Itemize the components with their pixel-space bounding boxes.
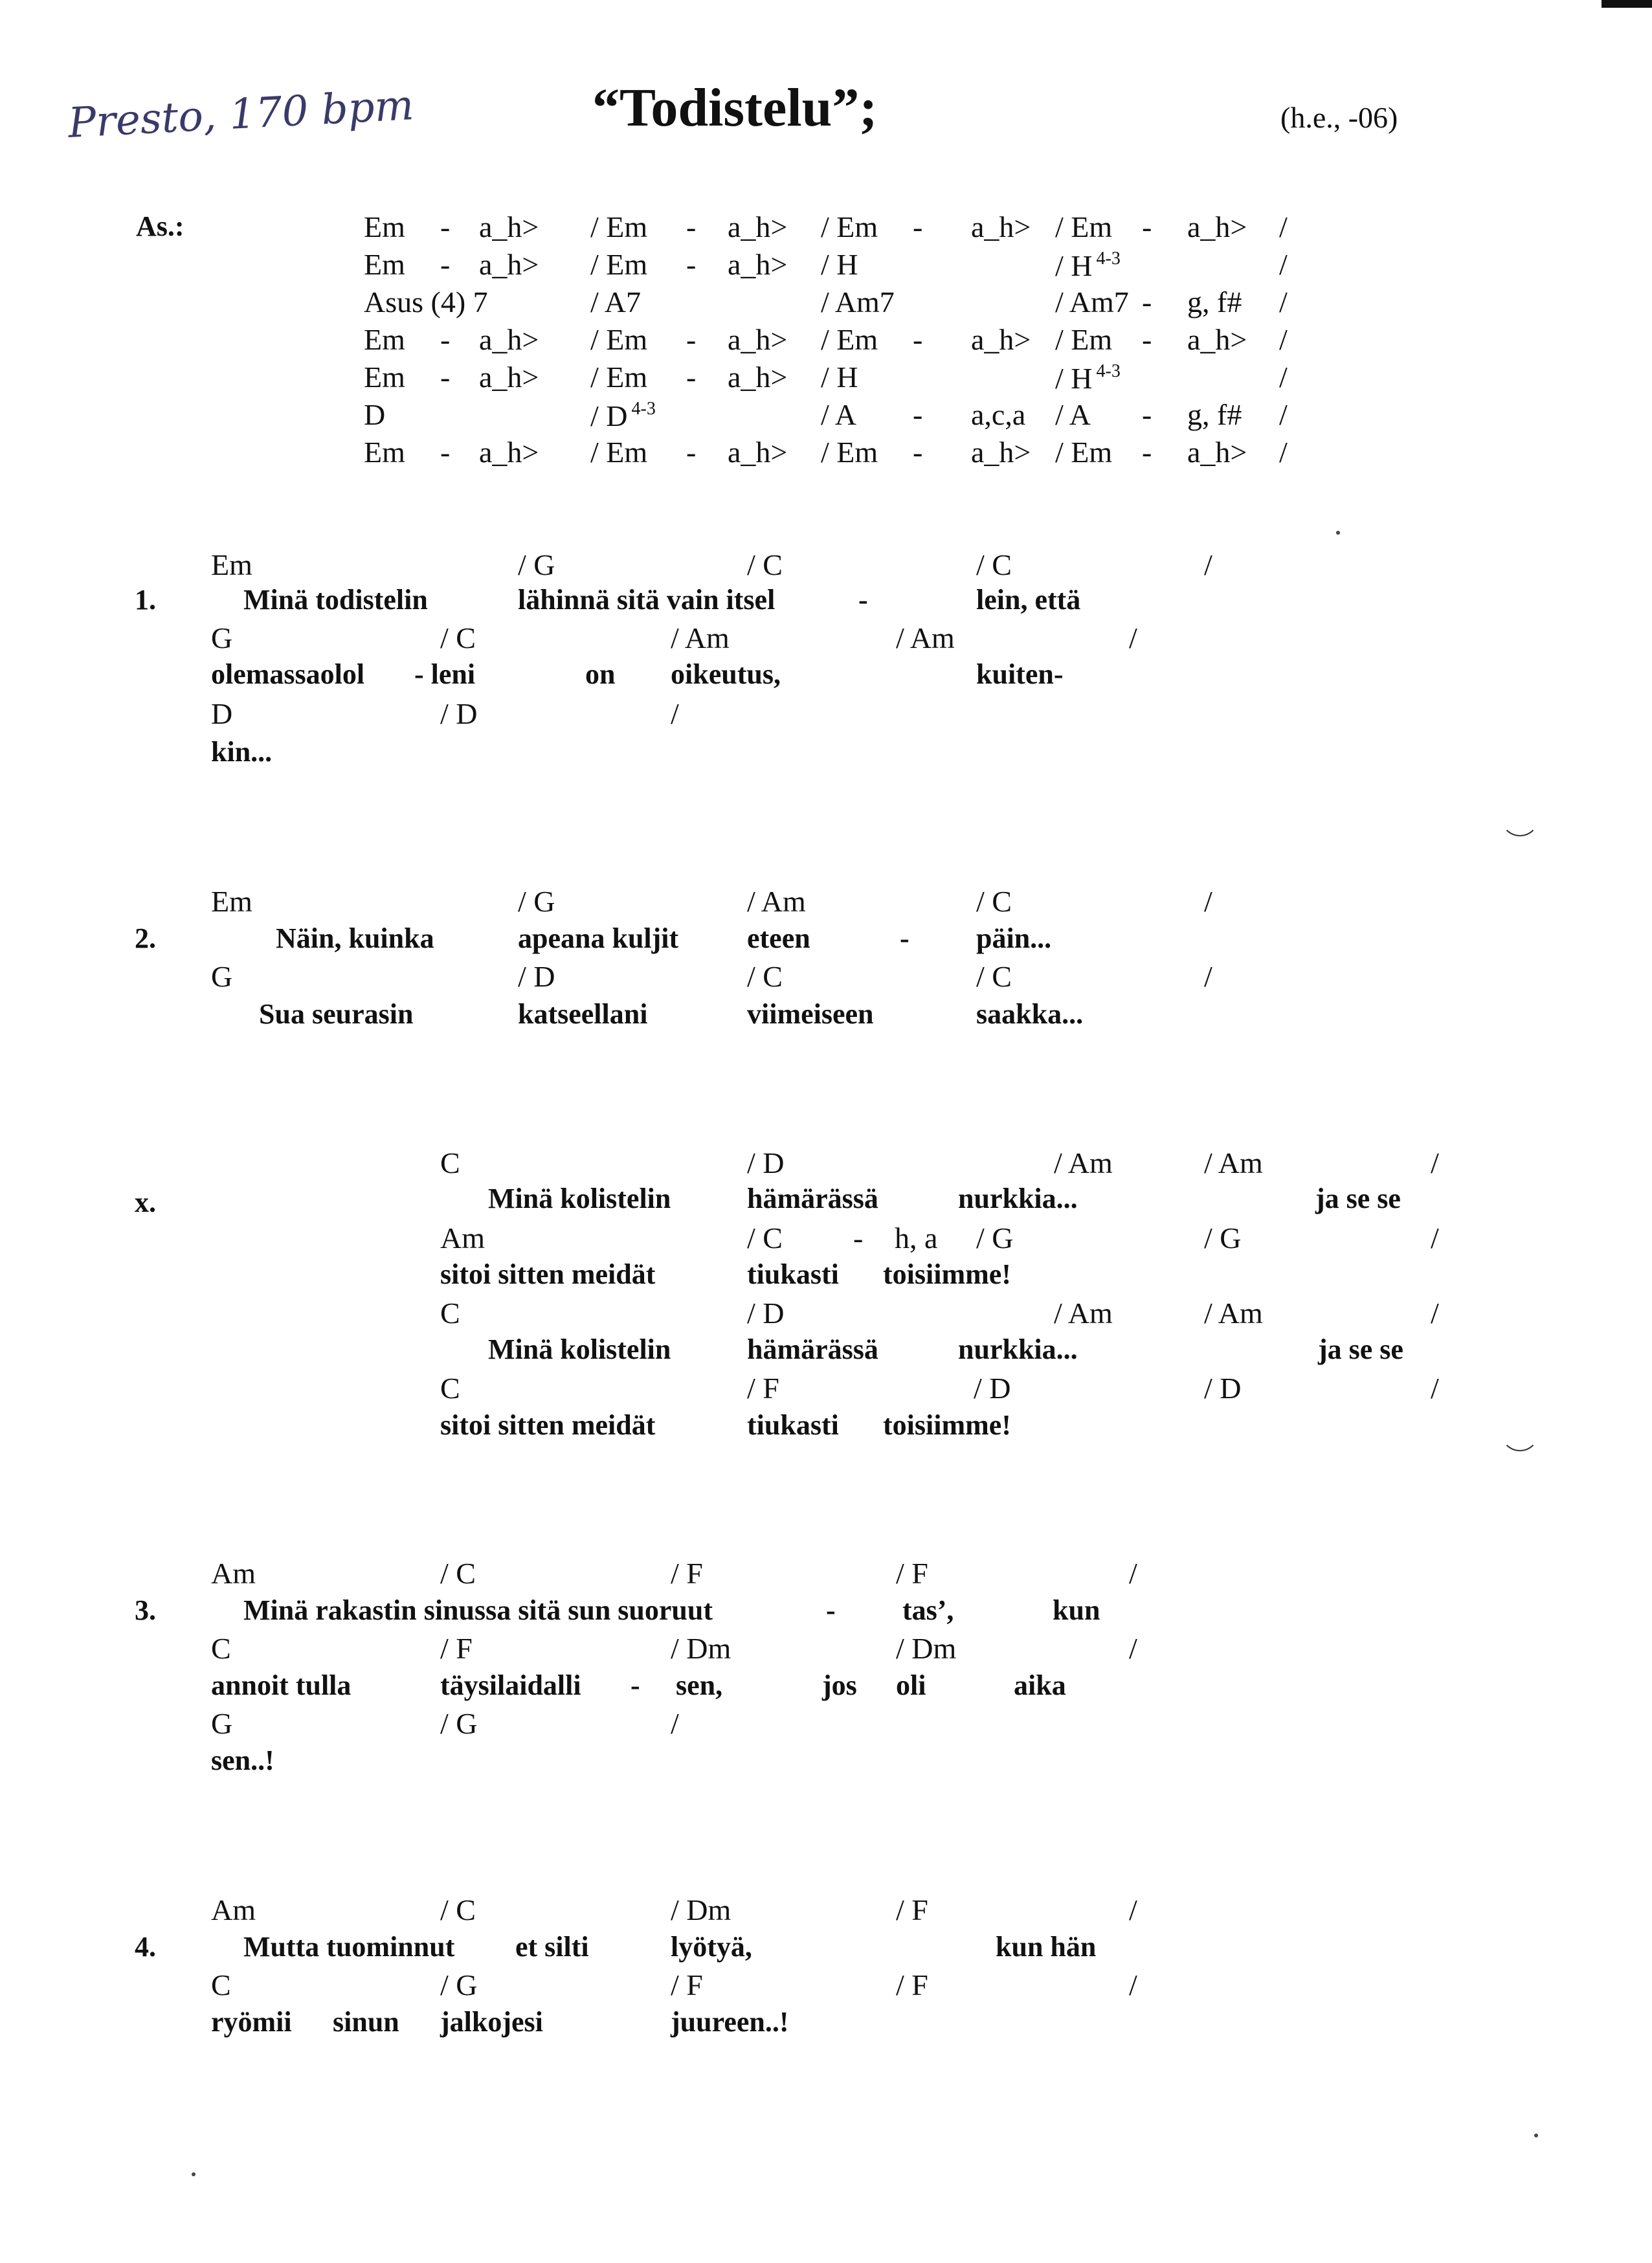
verse3-lyric: sen..! [211, 1745, 274, 1776]
verse1-lyric: kuiten- [976, 658, 1064, 690]
verse3-lyric: - [826, 1594, 836, 1626]
verse4-chord: / C [440, 1893, 476, 1926]
intro-chord: / Am7 [1055, 285, 1129, 318]
intro-chord: / A [1055, 398, 1091, 431]
verse3-chord: G [211, 1707, 233, 1740]
intro-chord: a_h> [479, 323, 539, 356]
chorus-chord: / Am [1204, 1146, 1263, 1179]
verse1-lyric: oikeutus, [671, 658, 781, 690]
page-edge-mark [1602, 0, 1652, 8]
intro-chord: / [1279, 210, 1288, 243]
intro-chord: a_h> [479, 436, 539, 469]
intro-chord: / Em [821, 323, 878, 356]
intro-chord: a_h> [1187, 436, 1247, 469]
chorus-lyric: nurkkia... [958, 1183, 1078, 1214]
intro-chord: a_h> [1187, 210, 1247, 243]
intro-chord: - [440, 361, 451, 394]
verse4-chord: / G [440, 1968, 478, 2001]
intro-chord: a_h> [728, 210, 788, 243]
verse4-chord: C [211, 1968, 231, 2001]
chorus-chord: Am [440, 1221, 485, 1254]
verse1-chord: Em [211, 548, 252, 581]
chorus-lyric: sitoi sitten meidät [440, 1409, 656, 1441]
verse3-lyric: jos [822, 1669, 857, 1701]
verse3-chord: / [1129, 1632, 1137, 1665]
intro-chord: / Em [590, 361, 648, 394]
intro-chord: Em [364, 323, 405, 356]
verse3-lyric: annoit tulla [211, 1669, 352, 1701]
intro-chord: - [1142, 436, 1152, 469]
verse2-chord: / Am [747, 885, 806, 918]
intro-chord: / A7 [590, 285, 641, 318]
intro-chord: - [440, 323, 451, 356]
verse2-lyric: viimeiseen [747, 998, 874, 1030]
verse3-chord: / G [440, 1707, 478, 1740]
verse3-chord: / Dm [896, 1632, 957, 1665]
verse1-chord: / Am [896, 621, 955, 654]
verse3-chord: / Dm [671, 1632, 731, 1665]
intro-chord: Asus (4) 7 [364, 285, 488, 318]
intro-chord: Em [364, 361, 405, 394]
intro-chord: / [1279, 361, 1288, 394]
verse1-number: 1. [135, 584, 156, 616]
verse4-lyric: kun hän [996, 1931, 1097, 1963]
intro-chord: / D $^{4-3}$ [590, 399, 656, 432]
verse3-lyric: - [631, 1669, 640, 1701]
chorus-chord: C [440, 1146, 460, 1179]
verse1-chord: / Am [671, 621, 730, 654]
intro-chord: / Em [1055, 210, 1113, 243]
chorus-chord: / [1431, 1372, 1439, 1405]
verse3-lyric: Minä rakastin sinussa sitä sun suoruut [243, 1594, 713, 1626]
verse2-lyric: apeana kuljit [518, 922, 679, 954]
verse4-chord: / [1129, 1968, 1137, 2001]
intro-chord: / H [821, 361, 858, 394]
chorus-number: x. [135, 1187, 156, 1218]
punch-hole-mark [1501, 1431, 1539, 1451]
intro-chord: / H [821, 248, 858, 281]
verse2-chord: G [211, 960, 233, 993]
verse2-lyric: Sua seurasin [259, 998, 414, 1030]
chorus-lyric: ja se se [1315, 1183, 1401, 1214]
chorus-chord: C [440, 1372, 460, 1405]
verse2-chord: / C [747, 960, 783, 993]
verse3-chord: / F [896, 1557, 928, 1590]
verse4-lyric: lyötyä, [671, 1931, 752, 1963]
verse3-chord: / [671, 1707, 679, 1740]
verse1-lyric: olemassaolol [211, 658, 365, 690]
intro-chord: a_h> [479, 248, 539, 281]
intro-chord: - [686, 248, 697, 281]
verse3-lyric: oli [896, 1669, 926, 1701]
intro-chord: g, f# [1187, 285, 1242, 318]
intro-chord: g, f# [1187, 398, 1242, 431]
chorus-lyric: sitoi sitten meidät [440, 1258, 656, 1290]
verse2-lyric: päin... [976, 922, 1052, 954]
verse4-chord: Am [211, 1893, 256, 1926]
chorus-lyric: hämärässä [747, 1333, 878, 1365]
verse3-chord: / [1129, 1557, 1137, 1590]
intro-chord: a_h> [971, 210, 1031, 243]
intro-chord: - [440, 210, 451, 243]
chorus-chord: h, a [895, 1221, 938, 1254]
chorus-chord: / Am [1054, 1297, 1113, 1330]
verse1-lyric: - [858, 584, 868, 616]
intro-chord: - [686, 210, 697, 243]
chorus-chord: / F [747, 1372, 779, 1405]
verse4-number: 4. [135, 1931, 156, 1963]
speck [1534, 2134, 1538, 2137]
chorus-chord: C [440, 1297, 460, 1330]
verse1-lyric: - leni [414, 658, 476, 690]
intro-chord: / H $^{4-3}$ [1055, 249, 1121, 282]
verse3-chord: / F [671, 1557, 703, 1590]
chorus-lyric: nurkkia... [958, 1333, 1078, 1365]
verse3-number: 3. [135, 1594, 156, 1626]
intro-chord: a_h> [1187, 323, 1247, 356]
chorus-chord: / [1431, 1221, 1439, 1254]
intro-chord: / Em [590, 323, 648, 356]
verse4-chord: / F [671, 1968, 703, 2001]
verse1-chord: D [211, 697, 233, 730]
intro-chord: a_h> [728, 248, 788, 281]
verse4-lyric: jalkojesi [440, 2006, 543, 2038]
verse2-lyric: saakka... [976, 998, 1084, 1030]
intro-chord: / A [821, 398, 856, 431]
chorus-lyric: Minä kolistelin [488, 1183, 671, 1214]
verse1-lyric: Minä todistelin [243, 584, 428, 616]
chorus-chord: - [853, 1221, 864, 1254]
verse1-chord: / C [976, 548, 1012, 581]
intro-chord: - [1142, 210, 1152, 243]
intro-chord: / Em [821, 436, 878, 469]
verse3-lyric: aika [1014, 1669, 1066, 1701]
verse1-lyric: lein, että [976, 584, 1081, 616]
intro-chord: - [686, 436, 697, 469]
intro-chord: a_h> [479, 210, 539, 243]
verse2-chord: / [1204, 960, 1212, 993]
verse1-chord: / [1204, 548, 1212, 581]
chorus-chord: / [1431, 1146, 1439, 1179]
speck [1336, 531, 1340, 535]
verse2-chord: / C [976, 885, 1012, 918]
chorus-chord: / Am [1204, 1297, 1263, 1330]
verse3-chord: / F [440, 1632, 473, 1665]
verse2-chord: Em [211, 885, 252, 918]
verse2-lyric: - [900, 922, 910, 954]
intro-chord: Em [364, 248, 405, 281]
chorus-lyric: Minä kolistelin [488, 1333, 671, 1365]
intro-chord: a_h> [728, 361, 788, 394]
intro-chord: - [913, 323, 923, 356]
verse2-chord: / G [518, 885, 555, 918]
verse1-chord: / C [747, 548, 783, 581]
verse1-chord: / G [518, 548, 555, 581]
intro-chord: a_h> [971, 323, 1031, 356]
verse2-chord: / [1204, 885, 1212, 918]
chorus-chord: / [1431, 1297, 1439, 1330]
verse4-chord: / [1129, 1893, 1137, 1926]
verse3-chord: Am [211, 1557, 256, 1590]
intro-chord: - [686, 323, 697, 356]
intro-chord: / Em [590, 210, 648, 243]
verse1-chord: / D [440, 697, 478, 730]
verse2-lyric: Näin, kuinka [276, 922, 434, 954]
verse3-chord: C [211, 1632, 231, 1665]
chorus-lyric: tiukasti [747, 1258, 839, 1290]
chorus-lyric: ja se se [1318, 1333, 1403, 1365]
intro-chord: a_h> [971, 436, 1031, 469]
verse2-chord: / D [518, 960, 555, 993]
intro-chord: a_h> [728, 323, 788, 356]
intro-chord: - [1142, 285, 1152, 318]
song-title: “Todistelu”; [592, 78, 878, 138]
intro-chord: / Am7 [821, 285, 895, 318]
intro-chord: - [1142, 323, 1152, 356]
intro-chord: / Em [590, 248, 648, 281]
intro-chord: - [1142, 398, 1152, 431]
verse1-lyric: on [585, 658, 616, 690]
intro-chord: a,c,a [971, 398, 1026, 431]
verse3-lyric: tas’, [902, 1594, 954, 1626]
punch-hole-mark [1501, 816, 1539, 836]
verse4-chord: / Dm [671, 1893, 731, 1926]
intro-chord: Em [364, 210, 405, 243]
intro-chord: / [1279, 323, 1288, 356]
verse4-chord: / F [896, 1968, 928, 2001]
handwritten-tempo-note: Presto, 170 bpm [67, 82, 416, 148]
chorus-chord: / G [976, 1221, 1014, 1254]
verse4-lyric: Mutta tuominnut [243, 1931, 455, 1963]
intro-chord: / Em [590, 436, 648, 469]
verse4-lyric: sinun [333, 2006, 399, 2038]
verse2-lyric: katseellani [518, 998, 648, 1030]
intro-chord: / H $^{4-3}$ [1055, 361, 1121, 395]
intro-chord: / Em [821, 210, 878, 243]
chorus-chord: / D [747, 1297, 785, 1330]
verse1-chord: G [211, 621, 233, 654]
chorus-lyric: tiukasti [747, 1409, 839, 1441]
intro-chord: a_h> [479, 361, 539, 394]
intro-chord: - [913, 210, 923, 243]
verse3-lyric: täysilaidalli [440, 1669, 581, 1701]
intro-chord: D [364, 398, 386, 431]
song-credit: (h.e., -06) [1280, 101, 1398, 134]
chorus-chord: / C [747, 1221, 783, 1254]
verse1-chord: / C [440, 621, 476, 654]
verse4-chord: / F [896, 1893, 928, 1926]
verse2-number: 2. [135, 922, 156, 954]
verse3-chord: / C [440, 1557, 476, 1590]
chorus-chord: / D [1204, 1372, 1242, 1405]
speck [192, 2172, 195, 2176]
intro-chord: - [440, 248, 451, 281]
verse1-chord: / [1129, 621, 1137, 654]
intro-chord: Em [364, 436, 405, 469]
intro-chord: / [1279, 285, 1288, 318]
verse4-lyric: ryömii [211, 2006, 292, 2038]
intro-chord: / [1279, 248, 1288, 281]
intro-label: As.: [136, 210, 184, 242]
verse4-lyric: juureen..! [671, 2006, 789, 2038]
verse2-chord: / C [976, 960, 1012, 993]
intro-chord: a_h> [728, 436, 788, 469]
verse4-lyric: et silti [515, 1931, 589, 1963]
intro-chord: / [1279, 436, 1288, 469]
intro-chord: - [913, 398, 923, 431]
verse1-lyric: kin... [211, 736, 273, 768]
chorus-lyric: hämärässä [747, 1183, 878, 1214]
verse3-lyric: kun [1053, 1594, 1100, 1626]
verse1-lyric: lähinnä sitä vain itsel [518, 584, 776, 616]
chorus-lyric: toisiimme! [883, 1258, 1011, 1290]
intro-chord: - [440, 436, 451, 469]
intro-chord: / Em [1055, 323, 1113, 356]
chorus-lyric: toisiimme! [883, 1409, 1011, 1441]
verse1-chord: / [671, 697, 679, 730]
chorus-chord: / D [974, 1372, 1011, 1405]
intro-chord: - [686, 361, 697, 394]
intro-chord: / [1279, 398, 1288, 431]
chorus-chord: / G [1204, 1221, 1242, 1254]
verse2-lyric: eteen [747, 922, 810, 954]
chorus-chord: / Am [1054, 1146, 1113, 1179]
chorus-chord: / D [747, 1146, 785, 1179]
intro-chord: / Em [1055, 436, 1113, 469]
verse3-lyric: sen, [676, 1669, 723, 1701]
intro-chord: - [913, 436, 923, 469]
